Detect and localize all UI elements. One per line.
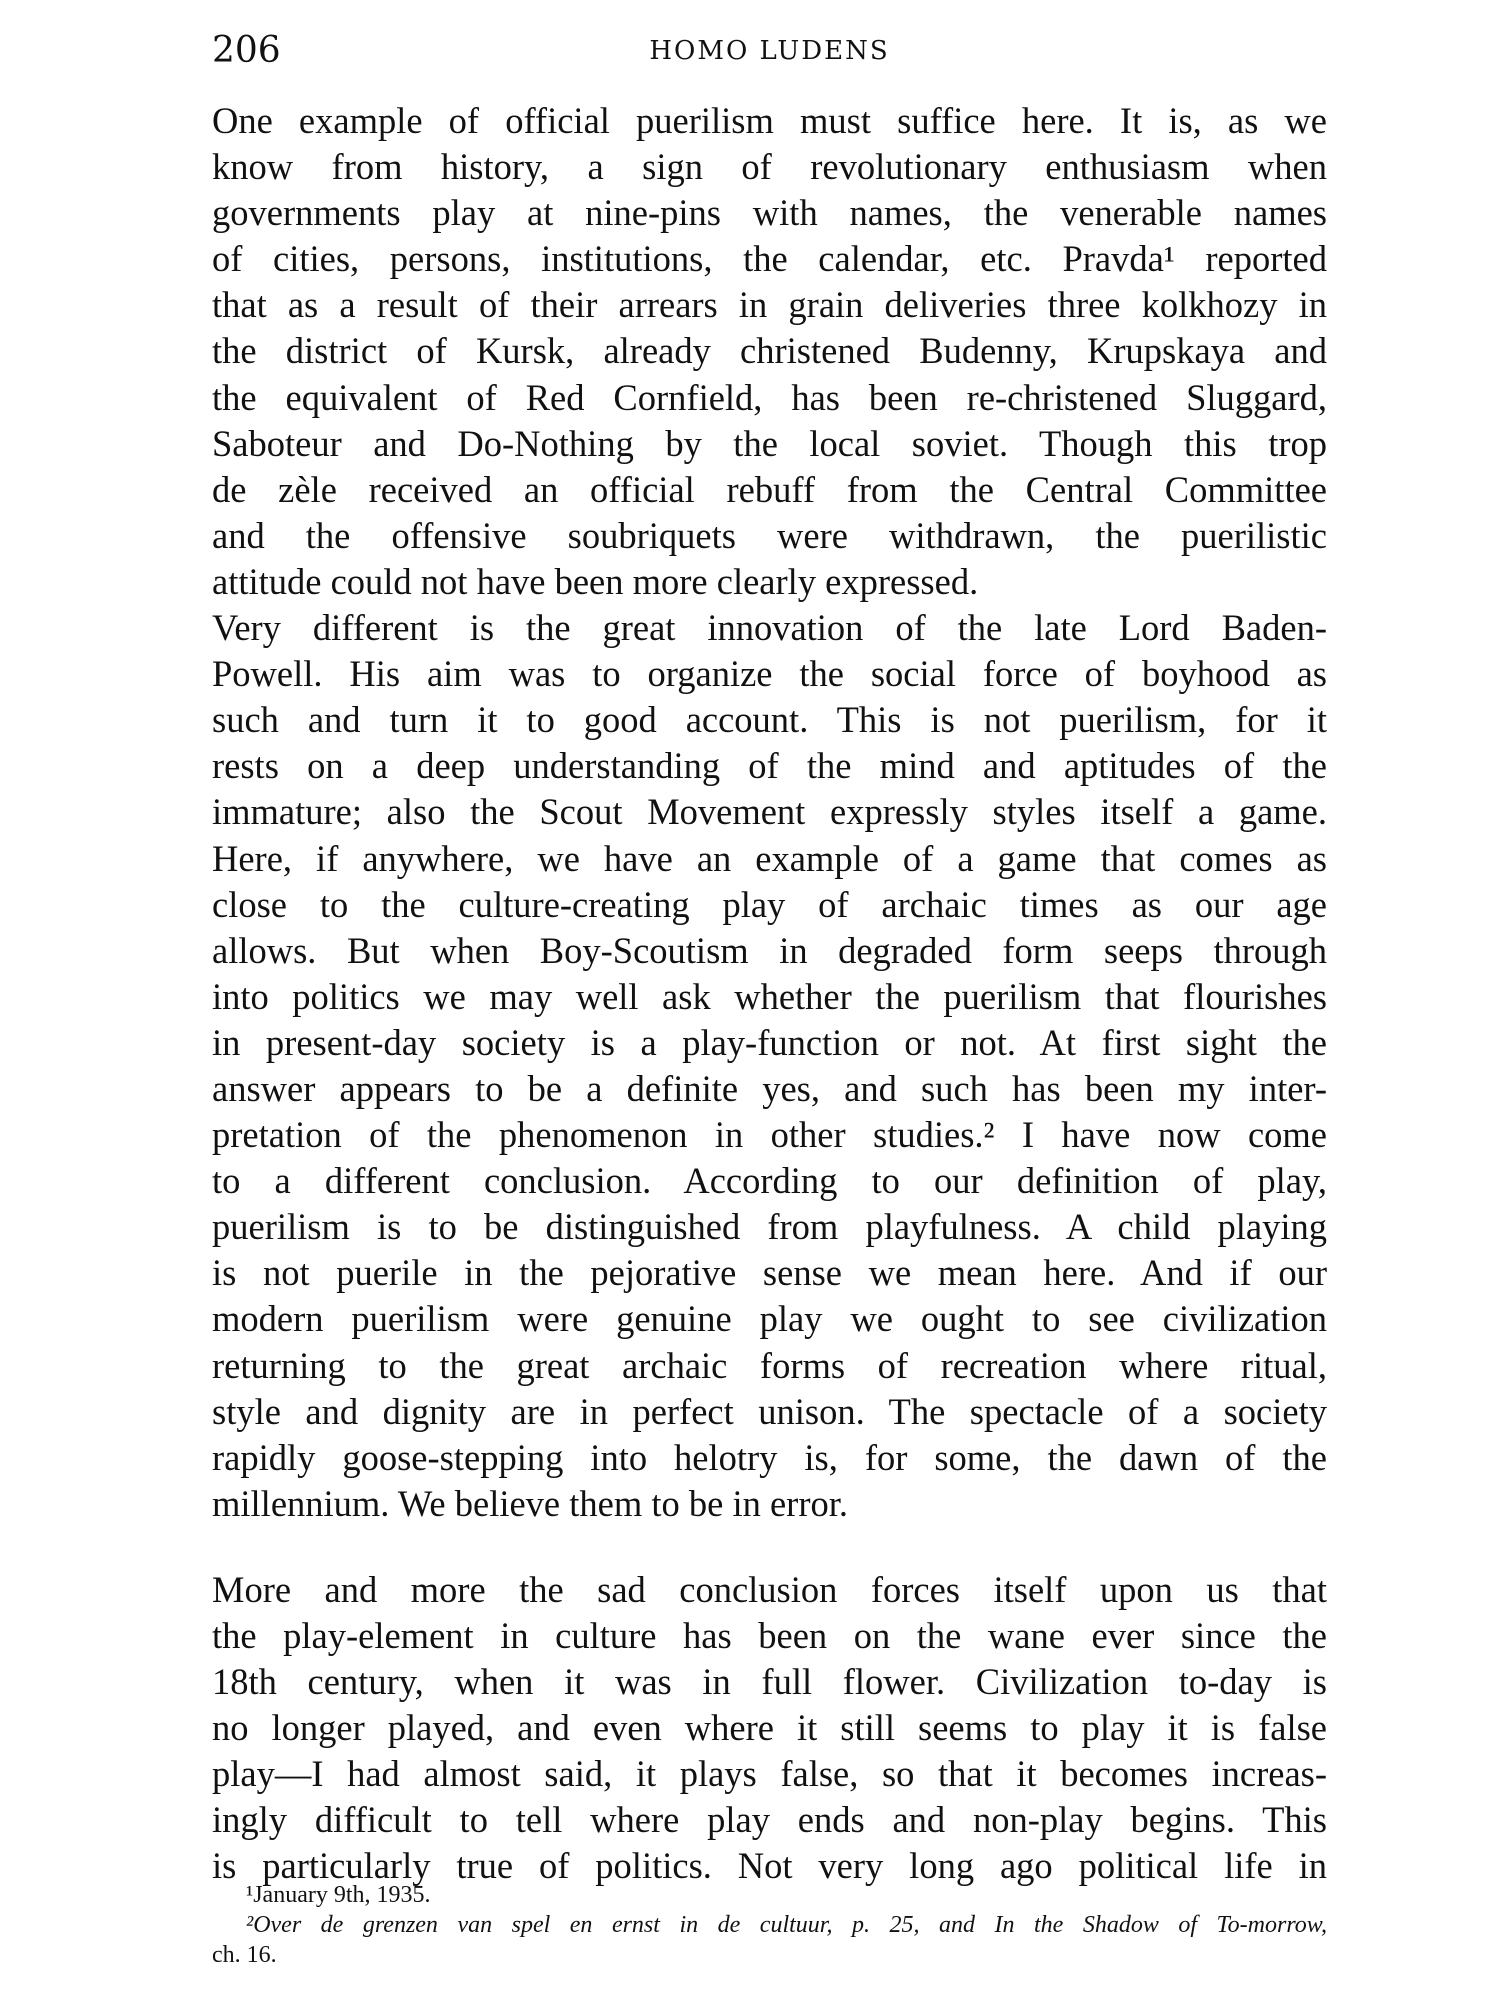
text-line: modern puerilism were genuine play we ought to see civilization — [212, 1298, 1327, 1340]
text-line: allows. But when Boy-Scoutism in degraded form seeps through — [212, 929, 1327, 971]
page-number: 206 — [212, 30, 281, 71]
text-line: and the offensive soubriquets were withdrawn, the puerilistic — [212, 514, 1327, 556]
body-text — [212, 98, 1327, 1890]
text-line: Here, if anywhere, we have an example of a game that comes as — [212, 837, 1327, 879]
text-line: into politics we may well ask whether the puerilism that flourishes — [212, 975, 1327, 1017]
text-line: Saboteur and Do-Nothing by the local soviet. Though this trop — [212, 422, 1327, 464]
paragraph-baden-powell — [212, 605, 1327, 1527]
text-line: know from history, a sign of revolutionary enthusiasm when — [212, 146, 1327, 188]
text-line: the play-element in culture has been on the wane ever since the — [212, 1615, 1327, 1656]
section-break — [212, 1527, 1327, 1567]
text-line: attitude could not have been more clearly expressed. — [212, 560, 979, 602]
text-line: returning to the great archaic forms of recreation where ritual, — [212, 1344, 1327, 1386]
text-line: puerilism is to be distinguished from playfulness. A child playing — [212, 1206, 1327, 1248]
footnote-1: ¹January 9th, 1935. — [246, 1882, 431, 1908]
text-line: 18th century, when it was in full flower. Civilization to-day is — [212, 1661, 1327, 1703]
text-line: that as a result of their arrears in grain deliveries three kolkhozy in — [212, 284, 1327, 326]
text-line: play—I had almost said, it plays false, so that it becomes increas- — [212, 1753, 1327, 1795]
footnote-2-continuation: ch. 16. — [212, 1942, 277, 1968]
text-line: to a different conclusion. According to our definition of play, — [212, 1160, 1327, 1202]
text-line: One example of official puerilism must suffice here. It is, as we — [212, 100, 1327, 141]
text-line: is particularly true of politics. Not very long ago political life in — [212, 1845, 1327, 1887]
text-line: ingly difficult to tell where play ends and non-play begins. This — [212, 1799, 1327, 1841]
paragraph-play-element-wane — [212, 1567, 1327, 1890]
text-line: style and dignity are in perfect unison. The spectacle of a society — [212, 1390, 1327, 1432]
text-line: such and turn it to good account. This is not puerilism, for it — [212, 699, 1327, 741]
text-line: rapidly goose-stepping into helotry is, for some, the dawn of the — [212, 1436, 1327, 1478]
text-line: rests on a deep understanding of the mind and aptitudes of the — [212, 745, 1327, 787]
text-line: pretation of the phenomenon in other studies.² I have now come — [212, 1114, 1327, 1156]
text-line: in present-day society is a play-function or not. At first sight the — [212, 1021, 1327, 1063]
text-line: is not puerile in the pejorative sense we mean here. And if our — [212, 1252, 1327, 1294]
text-line: Very different is the great innovation of the late Lord Baden- — [212, 607, 1327, 649]
text-line: de zèle received an official rebuff from the Central Committee — [212, 468, 1327, 510]
page-header — [212, 30, 1327, 80]
text-line: governments play at nine-pins with names, the venerable names — [212, 192, 1327, 234]
text-line: the equivalent of Red Cornfield, has been re-christened Sluggard, — [212, 376, 1327, 418]
text-line: answer appears to be a definite yes, and such has been my inter- — [212, 1067, 1327, 1109]
text-line: no longer played, and even where it still seems to play it is false — [212, 1707, 1327, 1749]
text-line: More and more the sad conclusion forces itself upon us that — [212, 1568, 1327, 1610]
running-title: HOMO LUDENS — [649, 36, 890, 66]
text-line: Powell. His aim was to organize the social force of boyhood as — [212, 653, 1327, 695]
footnotes — [212, 1880, 1327, 1970]
text-line: immature; also the Scout Movement expressly styles itself a game. — [212, 791, 1327, 833]
text-line: the district of Kursk, already christened Budenny, Krupskaya and — [212, 330, 1327, 372]
text-line: millennium. We believe them to be in error. — [212, 1482, 848, 1524]
text-line: close to the culture-creating play of archaic times as our age — [212, 883, 1327, 925]
paragraph-official-puerilism — [212, 98, 1327, 605]
text-line: of cities, persons, institutions, the calendar, etc. Pravda¹ reported — [212, 238, 1327, 280]
footnote-2: ²Over de grenzen van spel en ernst in de cultuur, p. 25, and In the Shadow of To-morrow, — [246, 1912, 1327, 1938]
